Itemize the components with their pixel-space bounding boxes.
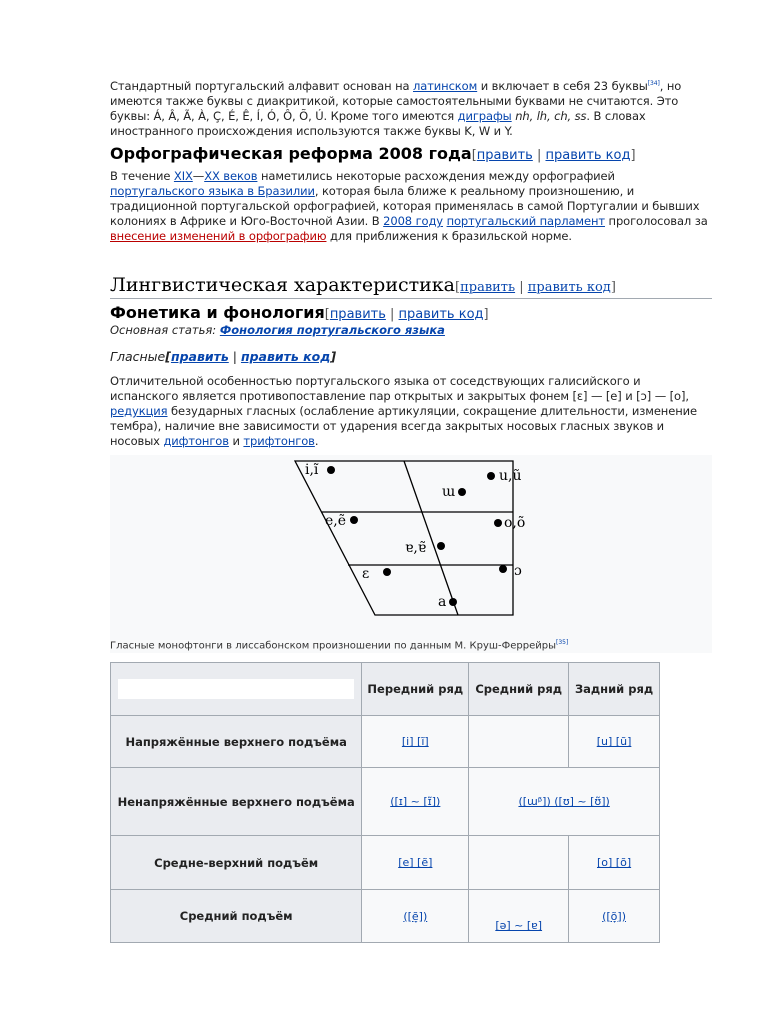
cell-front[interactable]: [i] [ĩ]	[362, 716, 469, 768]
reform-edit-section	[472, 148, 636, 163]
intro-paragraph	[110, 76, 710, 139]
link-reduction[interactable]: редукция	[110, 404, 168, 418]
edit-separator: |	[532, 148, 546, 163]
phon-heading-text: Фонетика и фонология	[110, 303, 325, 322]
label-unrounded-u: ɯ	[442, 484, 456, 500]
dot-o	[494, 519, 502, 527]
ling-heading-text: Лингвистическая характеристика	[110, 274, 455, 296]
reform-text-5: проголосовал за	[604, 214, 708, 228]
link-parliament[interactable]: португальский парламент	[446, 214, 605, 228]
phon-edit-section	[325, 307, 489, 322]
table-row	[111, 836, 660, 890]
reform-heading-text: Орфографическая реформа 2008 года	[110, 144, 472, 163]
dot-u	[487, 472, 495, 480]
link-brazil[interactable]: португальского языка в Бразилии	[110, 184, 315, 198]
cell-central	[469, 836, 569, 890]
edit-bracket-close: ]	[483, 307, 489, 322]
col-back: Задний ряд	[569, 663, 660, 716]
label-i: i,ĩ	[305, 462, 319, 478]
dot-epsilon	[383, 568, 391, 576]
link-xix[interactable]: XIX	[173, 169, 193, 183]
vowels-paragraph	[110, 374, 710, 449]
table-row	[111, 716, 660, 768]
intro-text-3: , но имеются также буквы с диакритикой, которые самостоятельными буквами не считаются. Это буквы: Á, Â, Ã, À, Ç, É, Ê, Í, Ó, Ô, Õ, Ú. Кроме того имеются	[110, 78, 682, 123]
vowel-trapezoid-diagram	[110, 455, 712, 639]
link-latin[interactable]: латинском	[413, 78, 478, 93]
edit-bracket-open: [	[324, 307, 330, 322]
vowel-table	[110, 662, 660, 943]
ref-34[interactable]: [34]	[647, 80, 660, 87]
table-row	[111, 890, 660, 943]
intro-text-2: и включает в себя 23 буквы	[477, 78, 648, 93]
dot-i	[327, 466, 335, 474]
label-a: a	[438, 594, 447, 610]
edit-bracket-open: [	[471, 148, 477, 163]
row-label: Средне-верхний подъём	[111, 836, 362, 890]
corner-blank	[118, 679, 354, 699]
main-article-note	[110, 323, 445, 337]
cell-back[interactable]: [u] [ũ]	[569, 716, 660, 768]
vowels-text-2: безударных гласных (ослабление артикуляции, сокращение длительности, изменение тембра), наличие вне зависимости от ударения всегда закрытых носовых гласных звуков и носовых	[110, 404, 697, 448]
ling-heading	[110, 274, 712, 299]
vowels-heading-text: Гласные	[110, 349, 166, 364]
edit-bracket-close: ]	[330, 349, 337, 364]
label-open-o: ɔ	[514, 563, 522, 579]
table-corner-cell	[111, 663, 362, 716]
edit-bracket-close: ]	[610, 280, 616, 295]
dot-a	[449, 598, 457, 606]
dot-e	[350, 516, 358, 524]
vowels-edit-code-link[interactable]: править код	[240, 349, 331, 364]
main-article-label: Основная статья:	[110, 323, 217, 337]
link-triphthongs[interactable]: трифтонгов	[243, 434, 315, 448]
reform-text-3: , которая была ближе к реальному произношению, и традиционной португальской орфографией, которая применялась в самой Португалии и бывших колониях в Африке и Юго-Восточной Азии. В	[110, 184, 700, 228]
cell-back[interactable]: ([õ̞])	[569, 890, 660, 943]
cell-front[interactable]: ([ɪ] ~ [ɪ̃])	[362, 768, 469, 836]
phon-heading	[110, 303, 489, 322]
label-o: o,õ	[504, 515, 526, 531]
main-article-link[interactable]: Фонология португальского языка	[219, 323, 445, 337]
label-schwa: ɐ,ɐ̃	[405, 540, 427, 556]
reform-text-1: В течение	[110, 169, 174, 183]
vowels-heading	[110, 349, 336, 364]
col-front: Передний ряд	[362, 663, 469, 716]
reform-heading	[110, 144, 636, 163]
reform-text-2: наметились некоторые расхождения между орфографией	[257, 169, 615, 183]
row-label: Напряжённые верхнего подъёма	[111, 716, 362, 768]
reform-edit-link[interactable]: править	[476, 148, 533, 163]
vowels-text-4: .	[314, 434, 319, 448]
link-xx[interactable]: XX веков	[204, 169, 258, 183]
dot-unrounded-u	[458, 488, 466, 496]
ling-edit-section	[455, 280, 616, 295]
intro-text-1: Стандартный португальский алфавит основан на	[110, 78, 413, 93]
vowels-text-3: и	[228, 434, 244, 448]
label-epsilon: ɛ	[362, 566, 370, 582]
link-changes-redlink[interactable]: внесение изменений в орфографию	[110, 229, 327, 243]
edit-separator: |	[385, 307, 399, 322]
reform-edit-code-link[interactable]: править код	[545, 148, 631, 163]
reform-dash: —	[192, 169, 205, 183]
link-2008[interactable]: 2008 году	[383, 214, 444, 228]
dot-schwa	[437, 542, 445, 550]
cell-central	[469, 716, 569, 768]
phon-edit-link[interactable]: править	[329, 307, 386, 322]
trapezoid-outline	[295, 461, 513, 615]
intro-digraph-examples: nh, lh, ch, ss	[511, 108, 587, 123]
table-header-row	[111, 663, 660, 716]
row-label: Средний подъём	[111, 890, 362, 943]
vowel-chart-caption	[110, 639, 568, 651]
edit-bracket-open: [	[455, 280, 461, 295]
link-digraph[interactable]: диграфы	[457, 108, 512, 123]
phon-edit-code-link[interactable]: править код	[398, 307, 484, 322]
cell-central-back[interactable]: ([ɯᵝ]) ([ʊ] ~ [ʊ̃])	[469, 768, 660, 836]
dot-open-o	[499, 565, 507, 573]
label-e: e,ẽ	[325, 513, 347, 529]
cell-central[interactable]: [ə] ~ [ɐ]	[469, 890, 569, 943]
vowels-edit-section	[165, 349, 336, 364]
label-u: u,ũ	[499, 468, 522, 484]
edit-separator: |	[515, 280, 528, 295]
col-central: Средний ряд	[469, 663, 569, 716]
vowel-chart-figure	[110, 455, 712, 653]
cell-front[interactable]: [e] [ẽ]	[362, 836, 469, 890]
edit-bracket-open: [	[165, 349, 171, 364]
ling-edit-code-link[interactable]: править код	[527, 280, 611, 295]
cell-back[interactable]: [o] [õ]	[569, 836, 660, 890]
ling-edit-link[interactable]: править	[460, 280, 516, 295]
ref-35[interactable]: [35]	[555, 639, 569, 646]
reform-paragraph	[110, 169, 710, 244]
reform-text-6: для приближения к бразильской норме.	[326, 229, 572, 243]
edit-separator: |	[228, 349, 241, 364]
table-row	[111, 768, 660, 836]
link-diphthongs[interactable]: дифтонгов	[163, 434, 229, 448]
vowels-edit-link[interactable]: править	[170, 349, 229, 364]
intro-text-5: . В словах иностранного происхождения используются также буквы K, W и Y.	[110, 108, 646, 138]
cell-front[interactable]: ([ẽ̞])	[362, 890, 469, 943]
edit-bracket-close: ]	[630, 148, 636, 163]
row-label: Ненапряжённые верхнего подъёма	[111, 768, 362, 836]
caption-text: Гласные монофтонги в лиссабонском произношении по данным М. Круш-Феррейры	[110, 640, 556, 652]
vowels-text-1: Отличительной особенностью португальского языка от соседствующих галисийского и испанского является противопоставление пар открытых и закрытых фонем [ɛ] — [e] и [ɔ] — [o],	[110, 374, 689, 403]
